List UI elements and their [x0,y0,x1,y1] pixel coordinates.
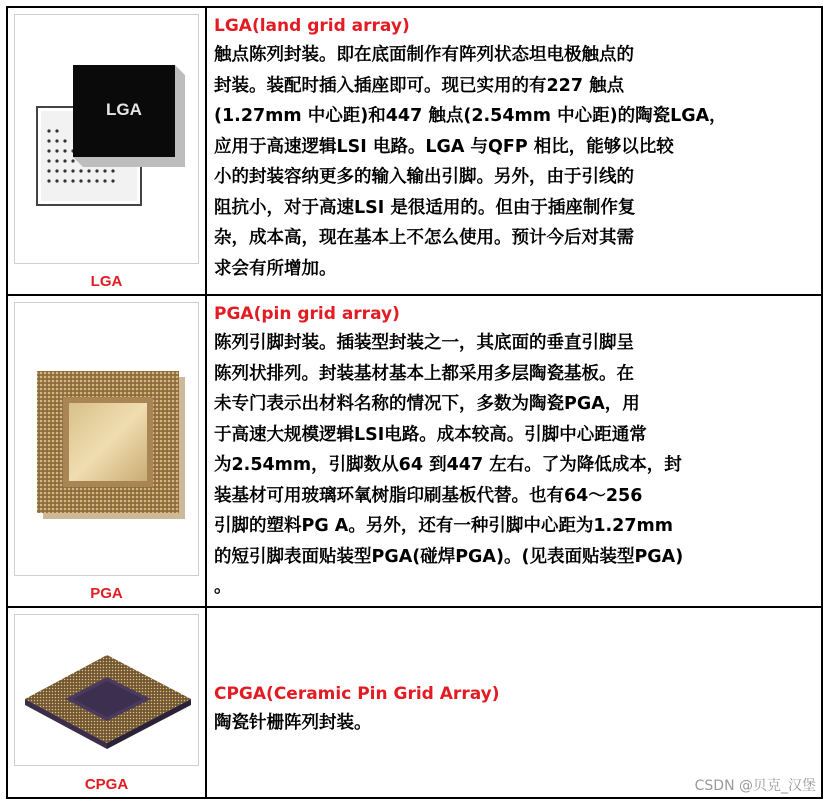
pga-image [14,302,199,576]
caption-cpga: CPGA [84,776,129,793]
desc-line: 陈列引脚封装。插装型封装之一，其底面的垂直引脚呈 [214,333,634,353]
desc-line: 触点陈列封装。即在底面制作有阵列状态坦电极触点的 [214,45,634,65]
title-lga: LGA(land grid array) [214,16,410,36]
cpga-image [14,614,199,766]
caption-lga: LGA [90,273,123,290]
desc-line: 阻抗小，对于高速LSI 是很适用的。但由于插座制作复 [214,197,636,218]
desc-line: (1.27mm 中心距)和447 触点(2.54mm 中心距)的陶瓷LGA， [214,106,727,126]
caption-pga: PGA [90,585,123,602]
desc-line: 为2.54mm，引脚数从64 到447 左右。了为降低成本，封 [214,455,682,475]
desc-line: 杂，成本高，现在基本上不怎么使用。预计今后对其需 [214,228,634,248]
table-row-lga [8,8,821,296]
image-cell-pga [8,296,207,606]
desc-line: 装基材可用玻璃环氧树脂印刷基板代替。也有64～256 [214,485,643,506]
desc-line: 未专门表示出材料名称的情况下，多数为陶瓷PGA，用 [214,394,640,414]
text-cell-pga [214,300,815,606]
desc-line: 。 [214,577,232,597]
image-cell-lga [8,8,207,294]
table-row-cpga [8,608,821,797]
desc-cpga [214,708,815,739]
lga-chip-label: LGA [106,100,142,119]
desc-line: 封装。装配时插入插座即可。现已实用的有227 触点 [214,75,625,96]
desc-pga [214,328,815,603]
desc-line: 陶瓷针栅阵列封装。 [214,713,372,733]
package-table [6,6,823,799]
watermark: CSDN @贝克_汉堡 [694,778,816,794]
desc-line: 引脚的塑料PG A。另外，还有一种引脚中心距为1.27mm [214,516,673,536]
desc-line: 小的封装容纳更多的输入输出引脚。另外，由于引线的 [214,167,634,187]
desc-line: 于高速大规模逻辑LSI电路。成本较高。引脚中心距通常 [214,424,647,445]
desc-line: 求会有所增加。 [214,258,337,279]
text-cell-lga [214,12,815,294]
desc-lga [214,40,815,284]
lga-image [14,14,199,264]
title-pga: PGA(pin grid array) [214,304,400,324]
desc-line: 的短引脚表面贴装型PGA(碰焊PGA)。(见表面贴装型PGA) [214,546,684,567]
desc-line: 应用于高速逻辑LSI 电路。LGA 与QFP 相比，能够以比较 [214,136,674,157]
image-cell-cpga [8,608,207,797]
table-row-pga [8,296,821,608]
desc-line: 陈列状排列。封装基材基本上都采用多层陶瓷基板。在 [214,363,634,384]
title-cpga: CPGA(Ceramic Pin Grid Array) [214,684,500,704]
